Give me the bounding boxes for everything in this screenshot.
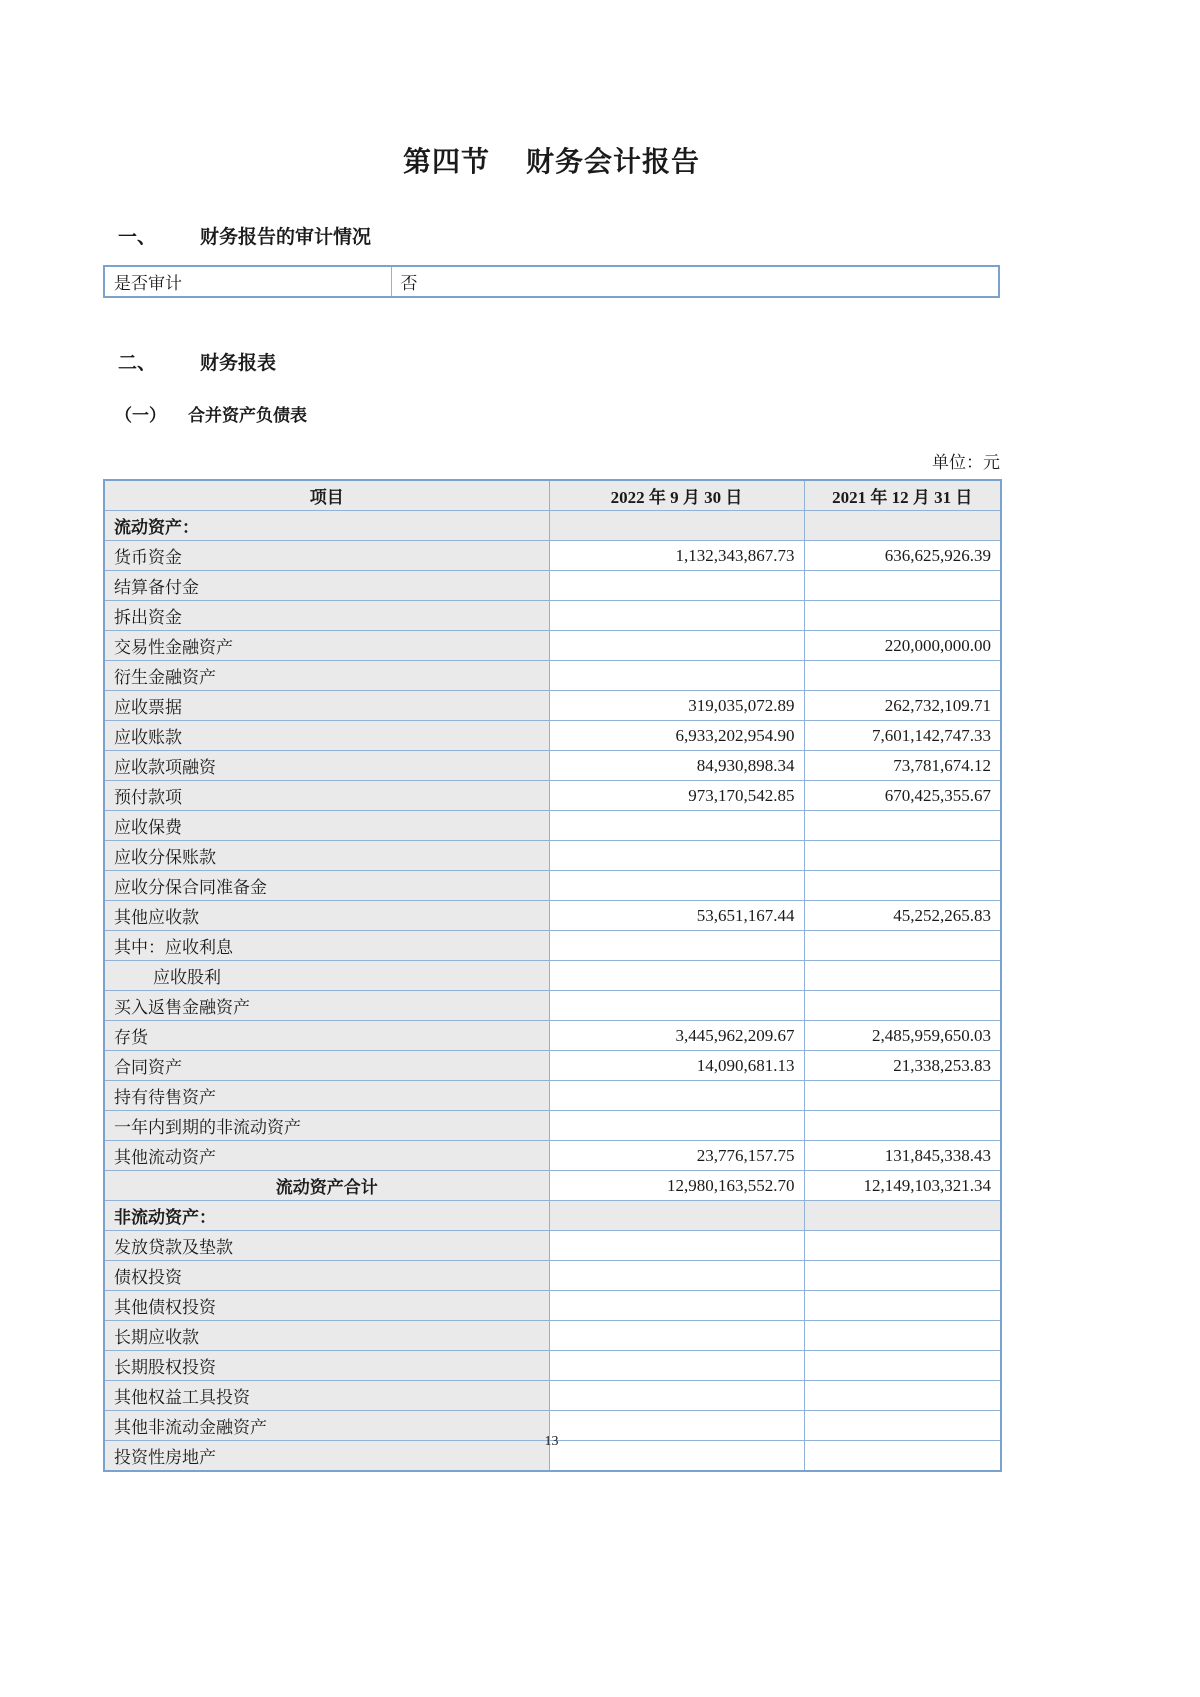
row-label: 长期应收款 [104, 1321, 549, 1351]
heading-balance-sheet-index: （一） [115, 406, 166, 425]
row-label: 结算备付金 [104, 571, 549, 601]
row-label: 应收款项融资 [104, 751, 549, 781]
row-value: 670,425,355.67 [804, 781, 1001, 811]
row-value [804, 661, 1001, 691]
table-row [104, 1261, 1001, 1291]
row-value [804, 1261, 1001, 1291]
row-label: 其他应收款 [104, 901, 549, 931]
row-label: 应收股利 [104, 961, 549, 991]
row-value [804, 1291, 1001, 1321]
row-value: 220,000,000.00 [804, 631, 1001, 661]
row-label: 其他流动资产 [104, 1141, 549, 1171]
row-label: 应收票据 [104, 691, 549, 721]
row-value [549, 871, 804, 901]
heading-balance-sheet-text: 合并资产负债表 [188, 406, 307, 425]
row-value [549, 1261, 804, 1291]
row-label: 债权投资 [104, 1261, 549, 1291]
table-row [104, 751, 1001, 781]
row-value [804, 601, 1001, 631]
row-value [549, 1321, 804, 1351]
row-label: 应收账款 [104, 721, 549, 751]
table-row [104, 1021, 1001, 1051]
row-label: 应收保费 [104, 811, 549, 841]
row-value [549, 601, 804, 631]
row-value [804, 1201, 1001, 1231]
row-label: 衍生金融资产 [104, 661, 549, 691]
row-value [549, 1111, 804, 1141]
heading-audit-text: 财务报告的审计情况 [200, 227, 372, 248]
table-row [104, 661, 1001, 691]
row-label: 其他债权投资 [104, 1291, 549, 1321]
table-row [104, 1351, 1001, 1381]
heading-audit-index: 一、 [118, 227, 157, 248]
row-label: 长期股权投资 [104, 1351, 549, 1381]
row-value [549, 511, 804, 541]
row-value [549, 1351, 804, 1381]
table-row [104, 811, 1001, 841]
table-row [104, 511, 1001, 541]
row-value [804, 871, 1001, 901]
row-label: 持有待售资产 [104, 1081, 549, 1111]
balance-table-body [104, 511, 1001, 1472]
table-row [104, 1231, 1001, 1261]
row-label: 应收分保账款 [104, 841, 549, 871]
row-value: 319,035,072.89 [549, 691, 804, 721]
table-row [104, 721, 1001, 751]
table-row [104, 841, 1001, 871]
column-header-item: 项目 [104, 480, 549, 511]
row-value [549, 991, 804, 1021]
row-label: 拆出资金 [104, 601, 549, 631]
row-label: 流动资产合计 [104, 1171, 549, 1201]
row-value [549, 1081, 804, 1111]
heading-audit-section [103, 222, 1000, 249]
row-label: 其他权益工具投资 [104, 1381, 549, 1411]
row-value [549, 1231, 804, 1261]
row-label: 其他非流动金融资产 [104, 1411, 549, 1441]
table-row [104, 961, 1001, 991]
table-row [104, 601, 1001, 631]
row-label: 买入返售金融资产 [104, 991, 549, 1021]
row-value [804, 1231, 1001, 1261]
row-value: 45,252,265.83 [804, 901, 1001, 931]
table-row [104, 1141, 1001, 1171]
row-value [804, 931, 1001, 961]
row-value [804, 511, 1001, 541]
row-label: 投资性房地产 [104, 1441, 549, 1472]
row-value [549, 1291, 804, 1321]
table-row [104, 1381, 1001, 1411]
heading-balance-sheet [103, 401, 1000, 426]
row-value: 973,170,542.85 [549, 781, 804, 811]
row-value: 636,625,926.39 [804, 541, 1001, 571]
table-row [104, 571, 1001, 601]
row-value [804, 961, 1001, 991]
row-label: 其中：应收利息 [104, 931, 549, 961]
page-number: 13 [544, 1434, 559, 1449]
row-value [549, 631, 804, 661]
row-value [549, 841, 804, 871]
audit-status-row [104, 266, 999, 297]
row-label: 一年内到期的非流动资产 [104, 1111, 549, 1141]
row-value: 21,338,253.83 [804, 1051, 1001, 1081]
row-value [549, 571, 804, 601]
row-value: 2,485,959,650.03 [804, 1021, 1001, 1051]
row-label: 发放贷款及垫款 [104, 1231, 549, 1261]
row-value: 1,132,343,867.73 [549, 541, 804, 571]
unit-label: 单位：元 [932, 453, 1000, 472]
row-value: 7,601,142,747.33 [804, 721, 1001, 751]
heading-statements-index: 二、 [118, 353, 157, 374]
audit-status-label: 是否审计 [104, 266, 391, 297]
row-value [804, 1321, 1001, 1351]
row-value [549, 661, 804, 691]
row-label: 合同资产 [104, 1051, 549, 1081]
table-row [104, 1201, 1001, 1231]
row-value: 262,732,109.71 [804, 691, 1001, 721]
table-row [104, 901, 1001, 931]
row-label: 流动资产： [104, 511, 549, 541]
row-value [804, 991, 1001, 1021]
column-header-date-2022: 2022 年 9 月 30 日 [549, 480, 804, 511]
row-value [804, 1351, 1001, 1381]
row-value: 73,781,674.12 [804, 751, 1001, 781]
table-row [104, 1171, 1001, 1201]
balance-table-header-row [104, 480, 1001, 511]
row-value: 53,651,167.44 [549, 901, 804, 931]
table-row [104, 781, 1001, 811]
audit-status-table [103, 265, 1000, 298]
row-value [804, 1381, 1001, 1411]
row-label: 交易性金融资产 [104, 631, 549, 661]
row-label: 应收分保合同准备金 [104, 871, 549, 901]
table-row [104, 1051, 1001, 1081]
row-value [549, 1201, 804, 1231]
heading-statements-text: 财务报表 [200, 353, 277, 374]
table-row [104, 691, 1001, 721]
page-title [103, 140, 1000, 180]
row-value: 12,149,103,321.34 [804, 1171, 1001, 1201]
row-value: 12,980,163,552.70 [549, 1171, 804, 1201]
row-value [804, 571, 1001, 601]
table-row [104, 631, 1001, 661]
row-value: 131,845,338.43 [804, 1141, 1001, 1171]
row-label: 货币资金 [104, 541, 549, 571]
page-title-section-number: 第四节 [402, 146, 490, 177]
document-page [103, 0, 1000, 1472]
row-label: 非流动资产： [104, 1201, 549, 1231]
table-row [104, 931, 1001, 961]
row-value: 23,776,157.75 [549, 1141, 804, 1171]
table-row [104, 541, 1001, 571]
table-row [104, 1081, 1001, 1111]
row-value [549, 811, 804, 841]
heading-statements-section [103, 348, 1000, 375]
row-value: 84,930,898.34 [549, 751, 804, 781]
row-value [804, 811, 1001, 841]
row-value [549, 1381, 804, 1411]
table-row [104, 1291, 1001, 1321]
table-row [104, 991, 1001, 1021]
row-label: 存货 [104, 1021, 549, 1051]
balance-sheet-table [103, 479, 1002, 1472]
table-row [104, 1321, 1001, 1351]
page-title-text: 财务会计报告 [526, 146, 701, 177]
row-value [549, 961, 804, 991]
row-value [549, 931, 804, 961]
audit-status-value: 否 [391, 266, 999, 297]
table-row [104, 1111, 1001, 1141]
row-value: 3,445,962,209.67 [549, 1021, 804, 1051]
table-row [104, 871, 1001, 901]
row-value: 14,090,681.13 [549, 1051, 804, 1081]
row-label: 预付款项 [104, 781, 549, 811]
row-value: 6,933,202,954.90 [549, 721, 804, 751]
row-value [804, 1081, 1001, 1111]
column-header-date-2021: 2021 年 12 月 31 日 [804, 480, 1001, 511]
row-value [804, 841, 1001, 871]
row-value [804, 1111, 1001, 1141]
